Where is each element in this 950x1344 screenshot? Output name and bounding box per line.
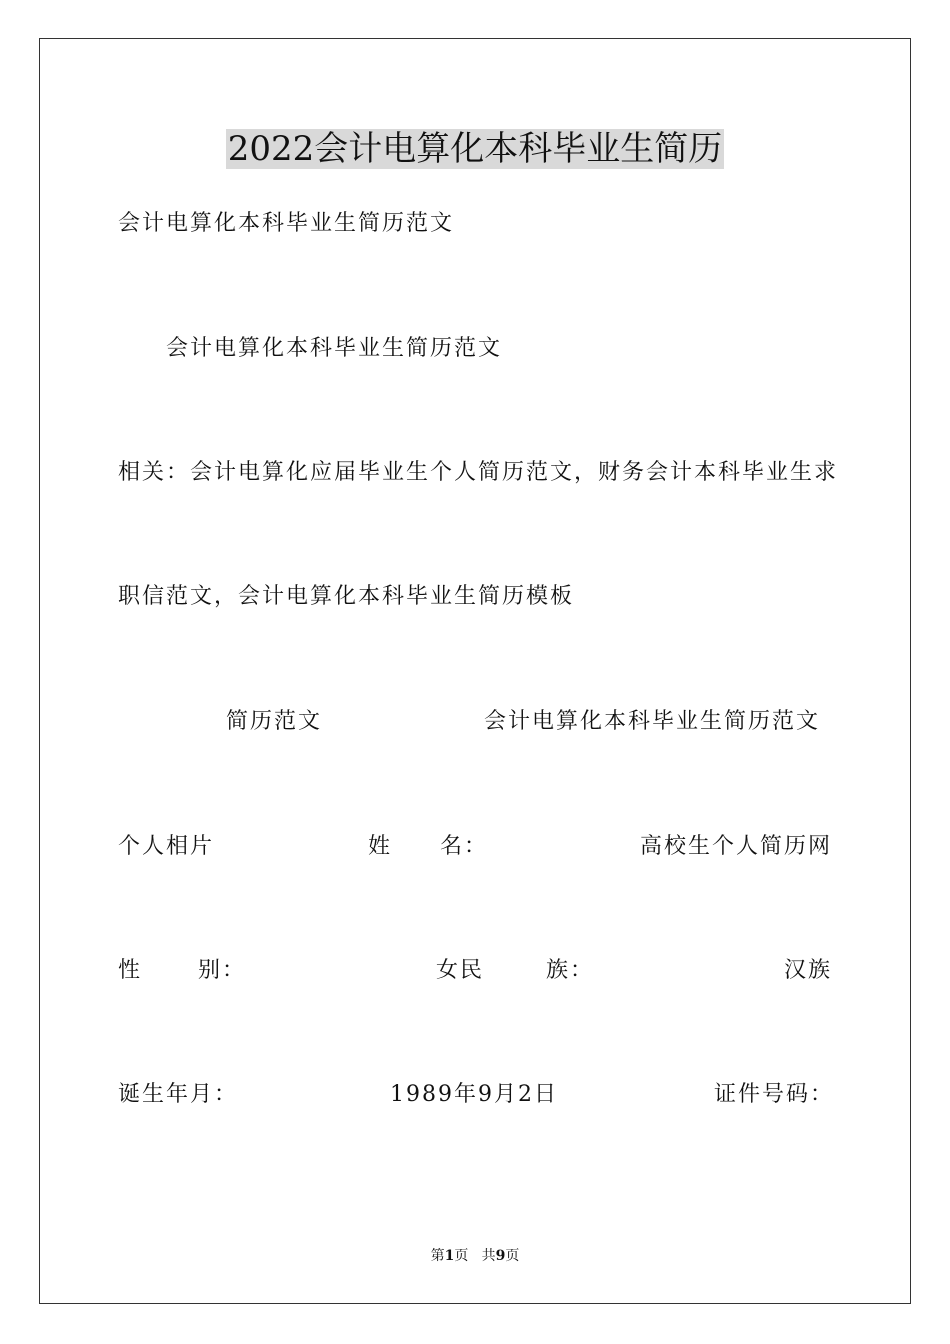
- footer-middle: 页 共: [454, 1248, 496, 1264]
- gender-label-second: 别：: [198, 958, 247, 983]
- footer-suffix: 页: [505, 1248, 520, 1264]
- current-page-number: 1: [444, 1248, 455, 1264]
- paragraph-2: 会计电算化本科毕业生简历范文: [166, 336, 503, 361]
- name-label-second: 名：: [440, 834, 489, 859]
- resume-sample-label: 简历范文: [226, 709, 323, 734]
- title-text: 2022会计电算化本科毕业生简历: [227, 129, 723, 169]
- document-title: [0, 126, 950, 172]
- birth-label: 诞生年月：: [118, 1082, 239, 1107]
- related-line-1: 相关：会计电算化应届毕业生个人简历范文，财务会计本科毕业生求: [118, 460, 839, 485]
- name-label-first: 姓: [368, 834, 393, 859]
- related-line-2: 职信范文，会计电算化本科毕业生简历模板: [118, 584, 575, 609]
- page-footer: [0, 1246, 950, 1266]
- gender-value: 女民: [436, 958, 485, 983]
- birth-value: 1989年9月2日: [390, 1082, 558, 1107]
- gender-label-first: 性: [118, 958, 143, 983]
- paragraph-1: 会计电算化本科毕业生简历范文: [118, 211, 455, 236]
- resume-sample-title: 会计电算化本科毕业生简历范文: [484, 709, 821, 734]
- id-label: 证件号码：: [714, 1082, 835, 1107]
- total-pages-number: 9: [495, 1248, 506, 1264]
- photo-label: 个人相片: [118, 834, 215, 859]
- nation-value: 汉族: [784, 958, 833, 983]
- footer-prefix: 第: [430, 1248, 445, 1264]
- nation-label: 族：: [546, 958, 595, 983]
- name-value: 高校生个人简历网: [640, 834, 833, 859]
